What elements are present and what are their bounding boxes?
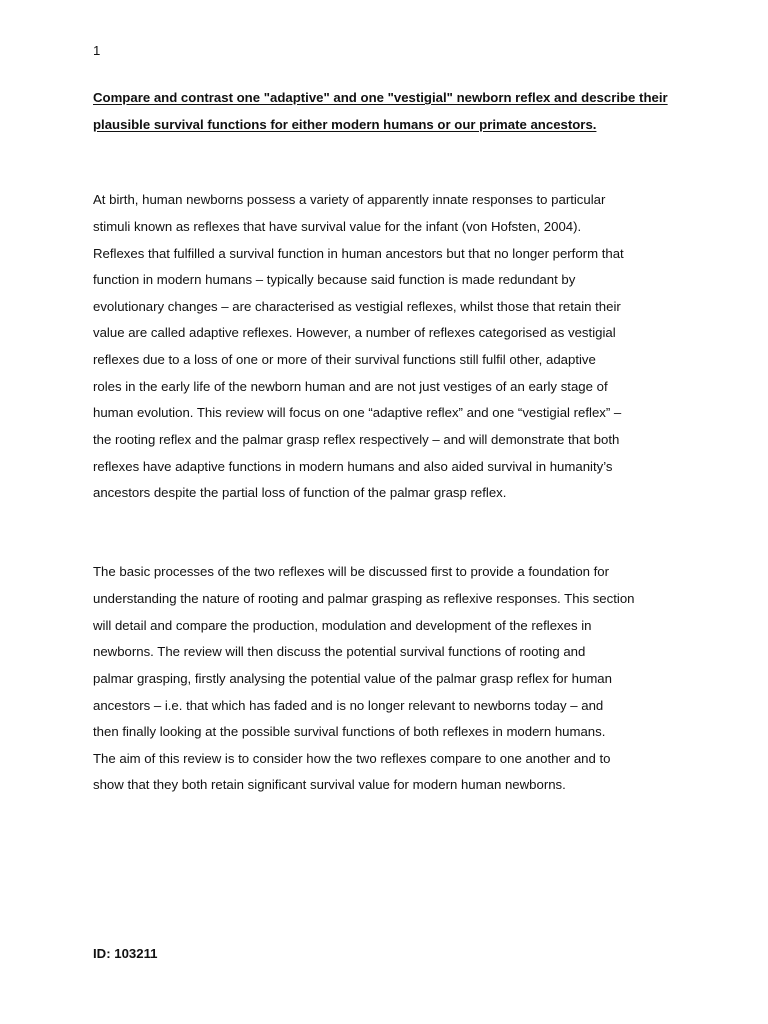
paragraph-line: understanding the nature of rooting and palmar grasping as reflexive responses. This section — [93, 591, 635, 606]
paragraph-line: ancestors despite the partial loss of function of the palmar grasp reflex. — [93, 485, 507, 500]
paragraph-line: function in modern humans – typically because said function is made redundant by — [93, 272, 576, 287]
paragraph-line: At birth, human newborns possess a variety of apparently innate responses to particular — [93, 192, 606, 207]
paragraph-line: reflexes due to a loss of one or more of their survival functions still fulfil other, adaptive — [93, 352, 596, 367]
paragraph-line: roles in the early life of the newborn human and are not just vestiges of an early stage of — [93, 379, 608, 394]
paragraph-line: stimuli known as reflexes that have survival value for the infant (von Hofsten, 2004). — [93, 219, 582, 234]
paragraph-line: The basic processes of the two reflexes will be discussed first to provide a foundation for — [93, 564, 610, 579]
paragraph-line: palmar grasping, firstly analysing the potential value of the palmar grasp reflex for human — [93, 671, 612, 686]
paragraph-line: value are called adaptive reflexes. However, a number of reflexes categorised as vestigial — [93, 325, 616, 340]
paragraph-line: reflexes have adaptive functions in modern humans and also aided survival in humanity’s — [93, 459, 613, 474]
paragraph-line: ancestors – i.e. that which has faded and is no longer relevant to newborns today – and — [93, 698, 604, 713]
title-line: plausible survival functions for either modern humans or our primate ancestors. — [93, 117, 597, 132]
paragraph-line: The aim of this review is to consider how the two reflexes compare to one another and to — [93, 751, 611, 766]
document-title — [93, 84, 693, 138]
paragraph-line: human evolution. This review will focus on one “adaptive reflex” and one “vestigial reflex” – — [93, 405, 622, 420]
paragraph-line: the rooting reflex and the palmar grasp reflex respectively – and will demonstrate that both — [93, 432, 620, 447]
paragraph-line: evolutionary changes – are characterised as vestigial reflexes, whilst those that retain their — [93, 299, 621, 314]
page-number: 1 — [93, 43, 101, 58]
title-line: Compare and contrast one "adaptive" and one "vestigial" newborn reflex and describe their — [93, 90, 668, 105]
paragraph-line: then finally looking at the possible survival functions of both reflexes in modern humans. — [93, 724, 606, 739]
paragraph-line: show that they both retain significant survival value for modern human newborns. — [93, 777, 566, 792]
paragraph-line: newborns. The review will then discuss the potential survival functions of rooting and — [93, 644, 586, 659]
paragraph-line: will detail and compare the production, modulation and development of the reflexes in — [93, 618, 592, 633]
paragraph-line: Reflexes that fulfilled a survival function in human ancestors but that no longer perform that — [93, 246, 624, 261]
student-id: ID: 103211 — [93, 946, 158, 961]
